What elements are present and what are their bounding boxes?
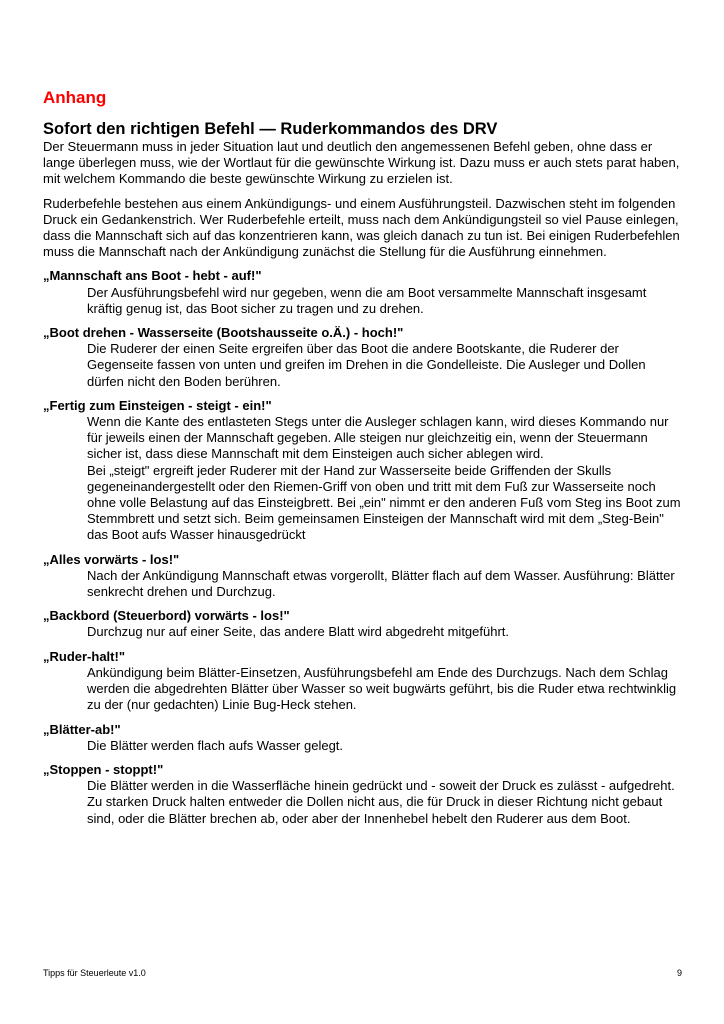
command-title: „Ruder-halt!" xyxy=(43,648,125,664)
command-entry xyxy=(43,325,683,390)
command-entry xyxy=(43,608,683,640)
command-title: „Fertig zum Einsteigen - steigt - ein!" xyxy=(43,397,272,413)
command-description: Die Blätter werden flach aufs Wasser gelegt. xyxy=(87,737,344,753)
command-title: „Alles vorwärts - los!" xyxy=(43,551,180,567)
command-description: Der Ausführungsbefehl wird nur gegeben, wenn die am Boot versammelte Mannschaft insgesamt kräftig genug ist, das Boot sicher zu tragen und zu drehen. xyxy=(87,284,647,316)
command-description: Durchzug nur auf einer Seite, das andere Blatt wird abgedreht mitgeführt. xyxy=(87,624,510,640)
command-title: „Stoppen - stoppt!" xyxy=(43,761,164,777)
command-description: Ankündigung beim Blätter-Einsetzen, Ausführungsbefehl am Ende des Durchzugs. Nach dem Schlag werden die abgedrehten Blätter über Wasser so weit bugwärts geführt, bis die Ruder etwa rechtwinklig zu der (nur gedachten) Linie Bug-Heck stehen. xyxy=(87,664,677,713)
command-description: Die Ruderer der einen Seite ergreifen über das Boot die andere Bootskante, die Ruderer der Gegenseite fassen von unten und greifen im Drehen in die Gondelleiste. Die Ausleger und Dollen dürfen nicht den Boden berühren. xyxy=(87,341,646,389)
command-entry xyxy=(43,762,683,827)
appendix-title: Anhang xyxy=(43,88,107,107)
command-description: Die Blätter werden in die Wasserfläche hinein gedrückt und - soweit der Druck es zulässt - aufgedreht. Zu starken Druck halten entweder die Dollen nicht aus, die für Druck in dieser Richtung nicht gebaut sind, oder die Blätter brechen ab, oder aber der Innenhebel hebelt den Ruderer aus dem Boot. xyxy=(87,778,675,826)
page-content xyxy=(43,88,683,835)
command-entry xyxy=(43,722,683,754)
command-title: „Boot drehen - Wasserseite (Bootshausseite o.Ä.) - hoch!" xyxy=(43,325,404,341)
footer-page-number: 9 xyxy=(676,968,682,978)
command-entry xyxy=(43,649,683,714)
section-title: Sofort den richtigen Befehl — Ruderkommandos des DRV xyxy=(43,120,498,138)
intro-paragraph: Ruderbefehle bestehen aus einem Ankündigungs- und einem Ausführungsteil. Dazwischen steht im folgenden Druck ein Gedankenstrich. Wer Ruderbefehle erteilt, muss nach dem Ankündigungsteil so viel Pause einlegen, dass die Mannschaft sich auf das konzentrieren kann, was gleich danach zu tun ist. Bei einigen Ruderbefehlen muss die Mannschaft nach der Ankündigung zunächst die Stellung für die Ausführung einnehmen. xyxy=(43,195,680,260)
command-title: „Backbord (Steuerbord) vorwärts - los!" xyxy=(43,608,290,624)
command-description: Nach der Ankündigung Mannschaft etwas vorgerollt, Blätter flach auf dem Wasser. Ausführung: Blätter senkrecht drehen und Durchzug. xyxy=(87,567,675,600)
footer-document-title: Tipps für Steuerleute v1.0 xyxy=(43,968,146,978)
command-title: „Mannschaft ans Boot - hebt - auf!" xyxy=(43,268,262,284)
command-description: Bei „steigt" ergreift jeder Ruderer mit der Hand zur Wasserseite beide Griffenden der Skulls gegeneinandergestellt oder den Riemen-Griff von oben und tritt mit dem Fuß zur Wasserseite noch ohne volle Belastung auf das Einsteigbrett. Bei „ein" nimmt er den anderen Fuß vom Steg ins Boot zum Stemmbrett und setzt sich. Beim gemeinsamen Einsteigen der Mannschaft wird mit dem „Steg-Bein" das Boot aufs Wasser hinausgedrückt xyxy=(87,462,681,543)
intro-paragraph: Der Steuermann muss in jeder Situation laut und deutlich den angemessenen Befehl geben, ohne dass er lange überlegen muss, wie der Wortlaut für die gewünschte Wirkung ist. Dazu muss er auch stets parat haben, mit welchem Kommando die beste gewünschte Wirkung zu erzielen ist. xyxy=(43,139,680,187)
command-description: Wenn die Kante des entlasteten Stegs unter die Ausleger schlagen kann, wird dieses Kommando nur für jeweils einen der Mannschaft gegeben. Alle steigen nur gleichzeitig ein, wenn der Steuermann sicher ist, dass diese Mannschaft mit dem Einsteigen auch sicher ablegen wird. xyxy=(87,414,669,462)
command-entry xyxy=(43,268,683,317)
command-entry xyxy=(43,398,683,544)
command-entry xyxy=(43,552,683,601)
command-title: „Blätter-ab!" xyxy=(43,721,121,737)
